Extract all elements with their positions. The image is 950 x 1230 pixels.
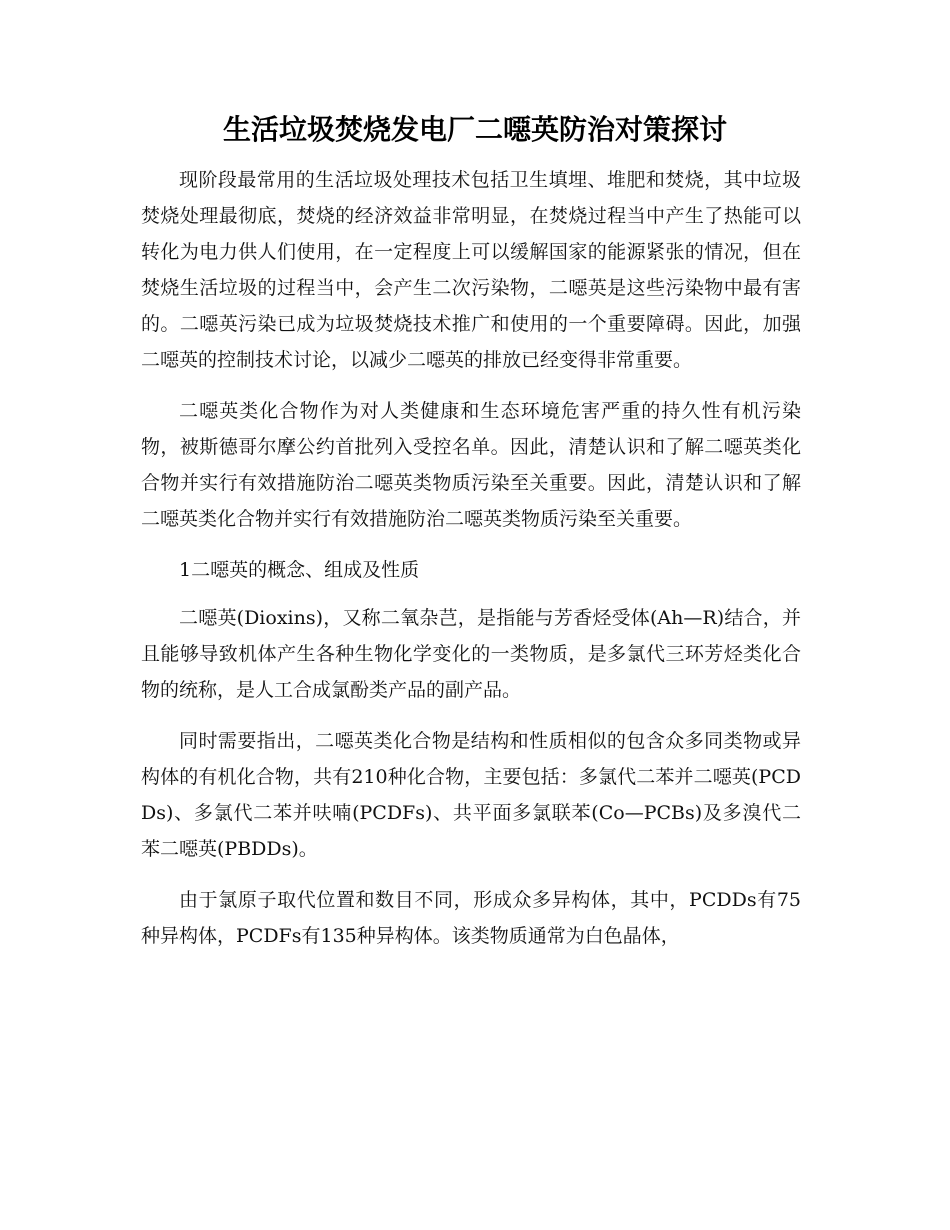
document-title: 生活垃圾焚烧发电厂二噁英防治对策探讨 [222, 113, 727, 146]
paragraph-composition: 同时需要指出，二噁英类化合物是结构和性质相似的包含众多同类物或异构体的有机化合物，共有210种化合物，主要包括：多氯代二苯并二噁英(PCDDs)、多氯代二苯并呋喃(PCDFs)、共平面多氯联苯(Co—PCBs)及多溴代二苯二噁英(PBDDs)。 [141, 730, 801, 860]
paragraph-isomers: 由于氯原子取代位置和数目不同，形成众多异构体，其中，PCDDs有75种异构体，PCDFs有135种异构体。该类物质通常为白色晶体， [141, 889, 801, 947]
paragraph-intro: 现阶段最常用的生活垃圾处理技术包括卫生填埋、堆肥和焚烧，其中垃圾焚烧处理最彻底，焚烧的经济效益非常明显，在焚烧过程当中产生了热能可以转化为电力供人们使用，在一定程度上可以缓解国家的能源紧张的情况，但在焚烧生活垃圾的过程当中，会产生二次污染物，二噁英是这些污染物中最有害的。二噁英污染已成为垃圾焚烧技术推广和使用的一个重要障碍。因此，加强二噁英的控制技术讨论，以减少二噁英的排放已经变得非常重要。 [141, 169, 801, 371]
paragraph-definition: 二噁英(Dioxins)，又称二氧杂芑，是指能与芳香烃受体(Ah—R)结合，并且能够导致机体产生各种生物化学变化的一类物质，是多氯代三环芳烃类化合物的统称，是人工合成氯酚类产品的副产品。 [141, 607, 801, 701]
document-body [141, 162, 801, 969]
section-heading: 1二噁英的概念、组成及性质 [179, 559, 420, 581]
paragraph-pollutant: 二噁英类化合物作为对人类健康和生态环境危害严重的持久性有机污染物，被斯德哥尔摩公约首批列入受控名单。因此，清楚认识和了解二噁英类化合物并实行有效措施防治二噁英类物质污染至关重要。因此，清楚认识和了解二噁英类化合物并实行有效措施防治二噁英类物质污染至关重要。 [141, 400, 801, 530]
